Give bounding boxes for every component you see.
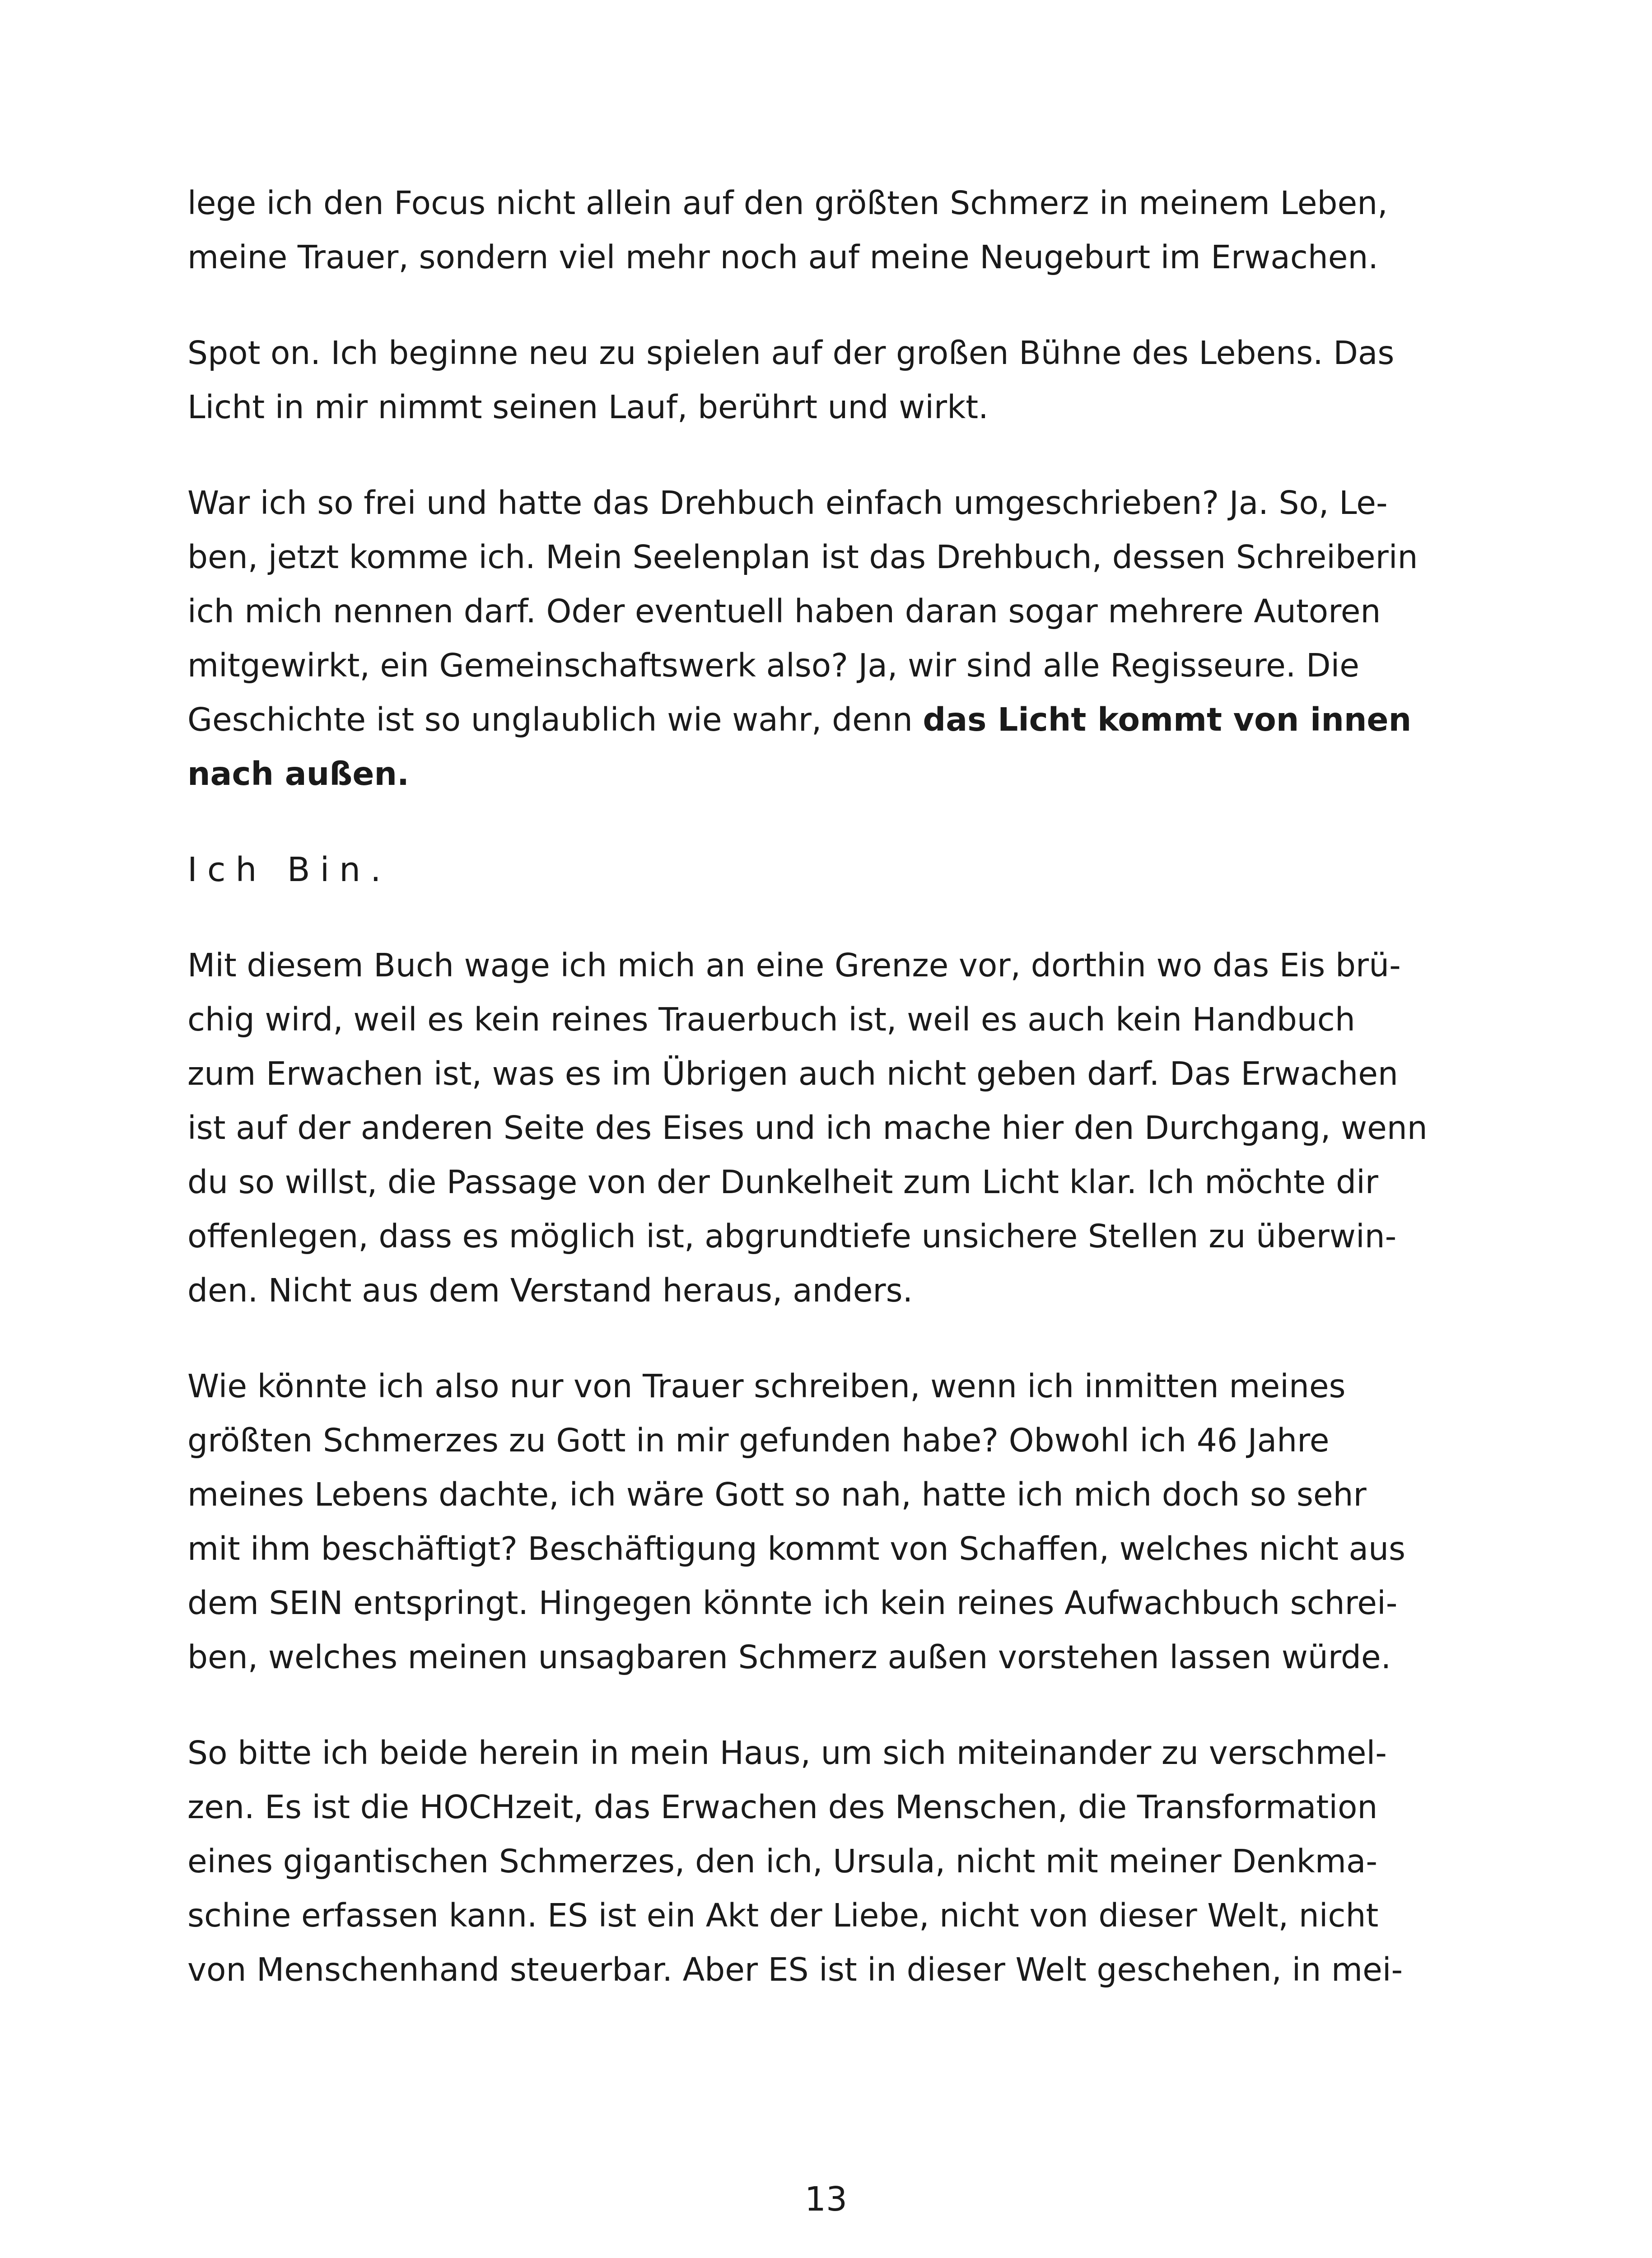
text-line-bold: nach außen. xyxy=(187,755,410,793)
text-line: lege ich den Focus nicht allein auf den größten Schmerz in meinem Leben, xyxy=(187,184,1388,222)
text-line: zum Erwachen ist, was es im Übrigen auch nicht geben darf. Das Erwachen xyxy=(187,1055,1398,1092)
text-line: meine Trauer, sondern viel mehr noch auf meine Neugeburt im Erwachen. xyxy=(187,238,1378,276)
paragraph-grenze xyxy=(187,938,1479,1318)
section-heading: Ich Bin. xyxy=(187,850,391,889)
page-number: 13 xyxy=(804,2180,848,2219)
text-line: schine erfassen kann. ES ist ein Akt der Liebe, nicht von dieser Welt, nicht xyxy=(187,1897,1379,1934)
text-line: meines Lebens dachte, ich wäre Gott so nah, hatte ich mich doch so sehr xyxy=(187,1476,1367,1513)
text-line: offenlegen, dass es möglich ist, abgrundtiefe unsichere Stellen zu überwin- xyxy=(187,1218,1397,1255)
text-line: von Menschenhand steuerbar. Aber ES ist in dieser Welt geschehen, in mei- xyxy=(187,1951,1403,1988)
text-line: mitgewirkt, ein Gemeinschaftswerk also? Ja, wir sind alle Regisseure. Die xyxy=(187,647,1359,684)
text-line-mixed xyxy=(187,693,1479,747)
text-line: ben, jetzt komme ich. Mein Seelenplan ist das Drehbuch, dessen Schreiberin xyxy=(187,538,1418,576)
text-bold: das Licht kommt von innen xyxy=(923,701,1412,738)
text-line: So bitte ich beide herein in mein Haus, um sich miteinander zu verschmel- xyxy=(187,1734,1387,1772)
paragraph-drehbuch xyxy=(187,476,1479,801)
text-line: Licht in mir nimmt seinen Lauf, berührt und wirkt. xyxy=(187,388,989,426)
text-line: den. Nicht aus dem Verstand heraus, anders. xyxy=(187,1272,913,1309)
paragraph-focus xyxy=(187,176,1479,285)
body-text xyxy=(187,176,1479,2039)
text-line: chig wird, weil es kein reines Trauerbuch ist, weil es auch kein Handbuch xyxy=(187,1001,1355,1038)
text-line: Mit diesem Buch wage ich mich an eine Grenze vor, dorthin wo das Eis brü- xyxy=(187,947,1401,984)
paragraph-spot-on xyxy=(187,326,1479,434)
text-plain: Geschichte ist so unglaublich wie wahr, denn xyxy=(187,701,923,738)
text-line: ben, welches meinen unsagbaren Schmerz außen vorstehen lassen würde. xyxy=(187,1638,1391,1676)
text-line: zen. Es ist die HOCHzeit, das Erwachen des Menschen, die Transformation xyxy=(187,1788,1378,1826)
text-line: du so willst, die Passage von der Dunkelheit zum Licht klar. Ich möchte dir xyxy=(187,1163,1378,1201)
text-line: mit ihm beschäftigt? Beschäftigung kommt von Schaffen, welches nicht aus xyxy=(187,1530,1405,1568)
text-line: eines gigantischen Schmerzes, den ich, Ursula, nicht mit meiner Denkma- xyxy=(187,1843,1378,1880)
text-line: Wie könnte ich also nur von Trauer schreiben, wenn ich inmitten meines xyxy=(187,1367,1346,1405)
paragraph-trauer xyxy=(187,1359,1479,1684)
text-line: ist auf der anderen Seite des Eises und ich mache hier den Durchgang, wenn xyxy=(187,1109,1428,1147)
text-line: War ich so frei und hatte das Drehbuch einfach umgeschrieben? Ja. So, Le- xyxy=(187,484,1388,522)
text-line: ich mich nennen darf. Oder eventuell haben daran sogar mehrere Autoren xyxy=(187,592,1381,630)
text-line: dem SEIN entspringt. Hingegen könnte ich kein reines Aufwachbuch schrei- xyxy=(187,1584,1398,1622)
paragraph-hochzeit xyxy=(187,1726,1479,1997)
text-line: Spot on. Ich beginne neu zu spielen auf der großen Bühne des Lebens. Das xyxy=(187,334,1395,372)
text-line: größten Schmerzes zu Gott in mir gefunden habe? Obwohl ich 46 Jahre xyxy=(187,1422,1330,1459)
